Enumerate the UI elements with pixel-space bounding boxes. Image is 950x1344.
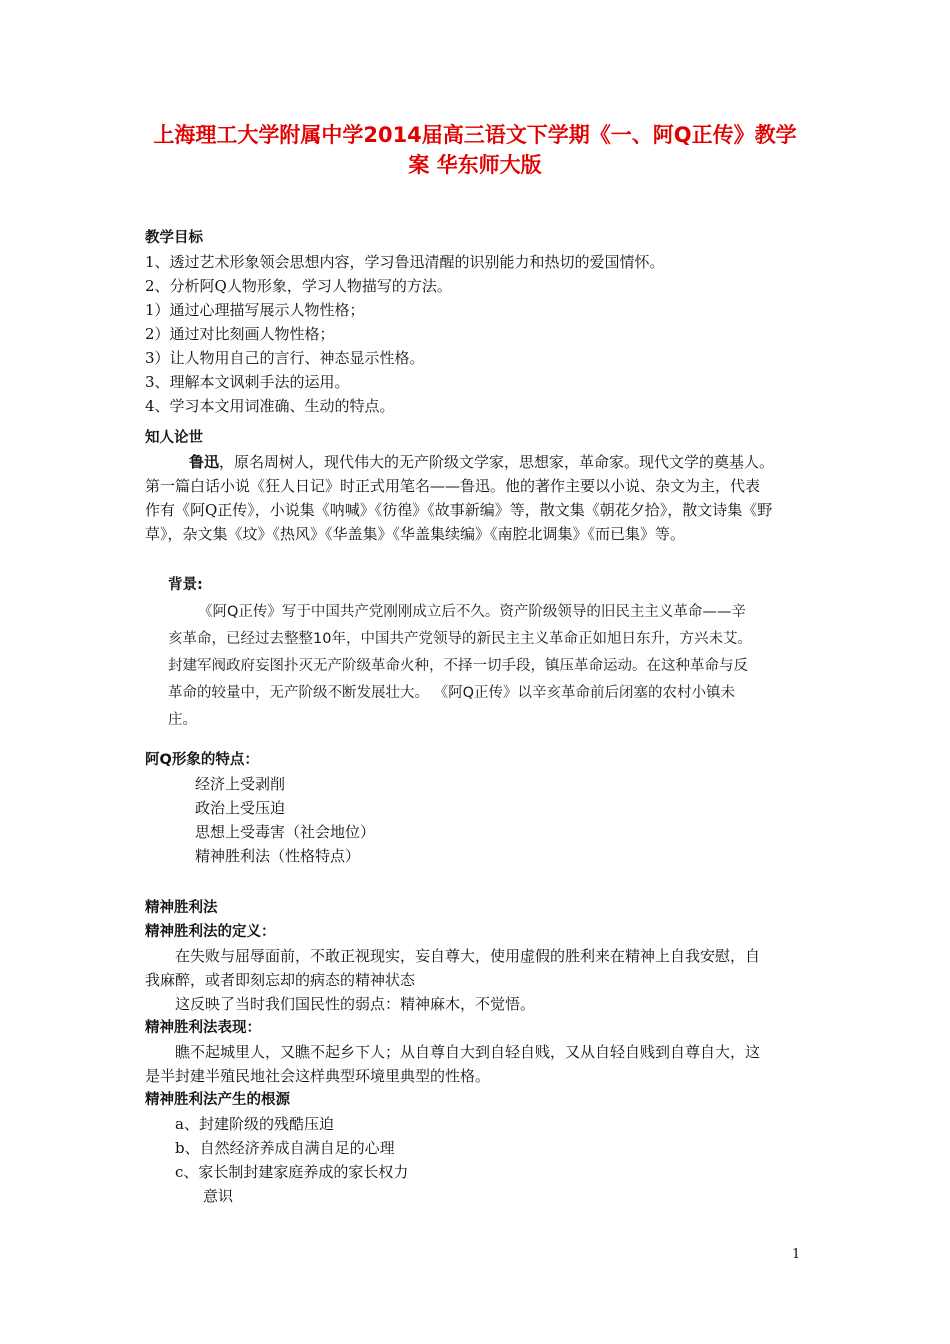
goal-subitem: 3）让人物用自己的言行、神态显示性格。 [145,349,425,367]
feature-item: 思想上受毒害（社会地位） [195,823,376,841]
goal-item: 4、学习本文用词准确、生动的特点。 [145,397,395,415]
goal-subitem: 2）通过对比刻画人物性格； [145,325,335,343]
page-number: 1 [792,1247,801,1262]
definition-line: 我麻醉，或者即刻忘却的病态的精神状态 [145,971,416,989]
root-item: b、自然经济养成自满自足的心理 [175,1139,395,1157]
background-line: 革命的较量中，无产阶级不断发展壮大。 《阿Q正传》以辛亥革命前后闭塞的农村小镇未 [168,685,736,701]
background-line: 庄。 [168,712,197,728]
author-line: 第一篇白话小说《狂人日记》时正式用笔名——鲁迅。他的著作主要以小说、杂文为主，代表 [145,477,761,495]
background-section [168,572,818,734]
background-line: 封建军阀政府妄图扑灭无产阶级革命火种，不择一切手段，镇压革命运动。在这种革命与反 [168,658,748,674]
victory-definition-heading: 精神胜利法的定义： [145,924,276,940]
author-line: 草》，杂文集《坟》《热风》《华盖集》《华盖集续编》《南腔北调集》《而已集》等。 [145,525,686,543]
root-item: a、封建阶级的残酷压迫 [175,1115,334,1133]
background-line: 亥革命，已经过去整整10年，中国共产党领导的新民主主义革命正如旭日东升，方兴未艾。 [168,631,752,647]
goal-subitem: 1）通过心理描写展示人物性格； [145,301,365,319]
definition-line: 在失败与屈辱面前，不敢正视现实，妄自尊大，使用虚假的胜利来在精神上自我安慰，自 [175,947,761,965]
show-line: 瞧不起城里人，又瞧不起乡下人；从自尊自大到自轻自贱，又从自轻自贱到自尊自大，这 [175,1043,761,1061]
feature-item: 经济上受剥削 [195,775,286,793]
author-line [145,450,813,474]
reflection-line: 这反映了当时我们国民性的弱点：精神麻木，不觉悟。 [175,995,536,1013]
goal-item: 3、理解本文讽刺手法的运用。 [145,373,350,391]
goals-heading: 教学目标 [145,230,203,246]
victory-heading: 精神胜利法 [145,900,218,916]
goal-item: 2、分析阿Q人物形象，学习人物描写的方法。 [145,277,452,295]
root-item: c、家长制封建家庭养成的家长权力 [175,1163,409,1181]
author-line-text: ，原名周树人，现代伟大的无产阶级文学家，思想家，革命家。现代文学的奠基人。 [219,453,775,471]
goals-section [145,226,813,418]
background-line: 《阿Q正传》写于中国共产党刚刚成立后不久。资产阶级领导的旧民主主义革命——辛 [198,604,746,620]
root-item-tail: 意识 [203,1187,234,1205]
victory-root-heading: 精神胜利法产生的根源 [145,1092,290,1108]
author-section [145,426,813,546]
title-line-2: 案 华东师大版 [408,153,542,177]
features-section [145,748,813,868]
victory-show-heading: 精神胜利法表现： [145,1020,261,1036]
author-name: 鲁迅 [189,453,220,471]
document-title [120,120,830,180]
features-heading: 阿Q形象的特点： [145,752,259,768]
author-heading: 知人论世 [145,430,203,446]
victory-section [145,896,813,1208]
goal-item: 1、透过艺术形象领会思想内容，学习鲁迅清醒的识别能力和热切的爱国情怀。 [145,253,665,271]
title-line-1: 上海理工大学附属中学2014届高三语文下学期《一、阿Q正传》教学 [153,123,797,147]
background-heading: 背景: [168,577,203,593]
feature-item: 政治上受压迫 [195,799,286,817]
author-line: 作有《阿Q正传》，小说集《呐喊》《彷徨》《故事新编》等，散文集《朝花夕拾》，散文诗集《野 [145,501,773,519]
show-line: 是半封建半殖民地社会这样典型环境里典型的性格。 [145,1067,491,1085]
feature-item: 精神胜利法（性格特点） [195,847,361,865]
